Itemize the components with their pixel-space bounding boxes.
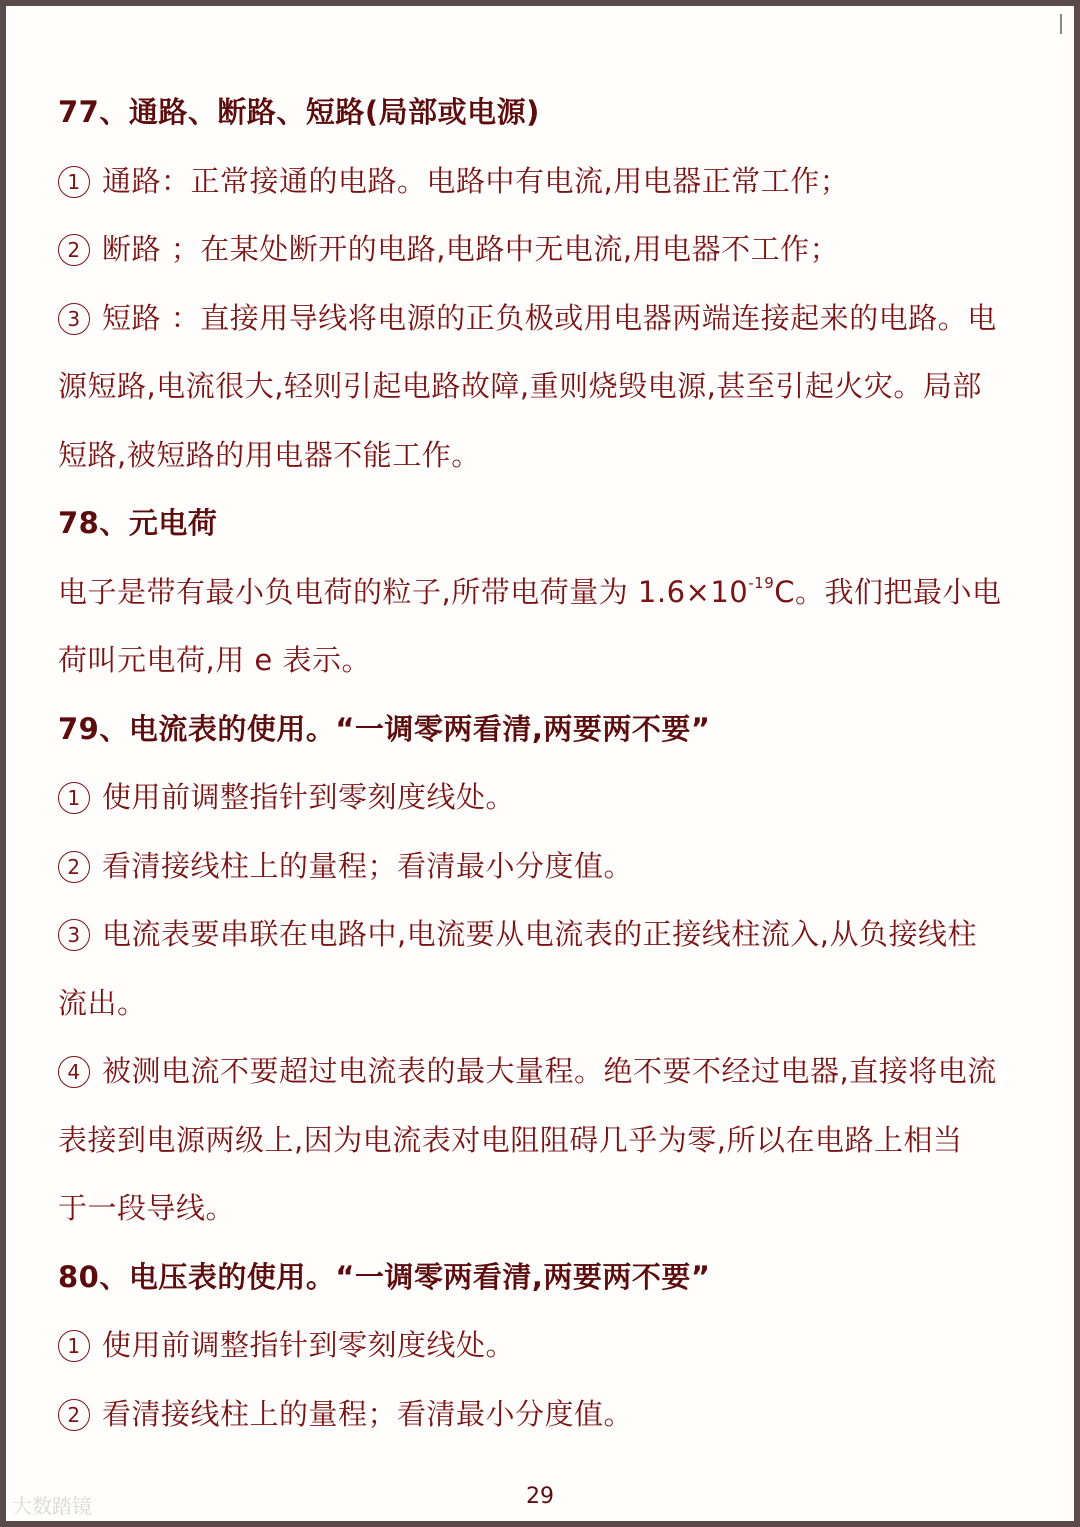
item-continuation: 表接到电源两级上,因为电流表对电阻阻碍几乎为零,所以在电路上相当 <box>58 1122 963 1157</box>
corner-mark <box>1060 14 1062 34</box>
section-heading-80: 80、电压表的使用。“一调零两看清,两要两不要” <box>58 1259 711 1294</box>
circled-number: 1 <box>58 166 90 198</box>
circled-number: 3 <box>58 919 90 951</box>
page-number: 29 <box>526 1484 554 1509</box>
list-item <box>58 900 1033 969</box>
item-text: 断路 ；在某处断开的电路,电路中无电流,用电器不工作； <box>102 232 840 266</box>
paragraph-line: 荷叫元电荷,用 e 表示。 <box>58 643 371 677</box>
circled-number: 4 <box>58 1056 90 1088</box>
circled-number: 3 <box>58 303 90 335</box>
watermark: 大数踏镜 <box>12 1494 92 1518</box>
circled-number: 1 <box>58 1330 90 1362</box>
item-continuation: 源短路,电流很大,轻则引起电路故障,重则烧毁电源,甚至引起火灾。局部 <box>58 369 982 403</box>
item-text: 通路：正常接通的电路。电路中有电流,用电器正常工作； <box>102 163 850 198</box>
circled-number: 2 <box>58 851 90 883</box>
item-text: 短路 ：直接用导线将电源的正负极或用电器两端连接起来的电路。电 <box>102 300 997 335</box>
section-heading-77: 77、通路、断路、短路(局部或电源) <box>58 95 540 129</box>
item-text: 使用前调整指针到零刻度线处。 <box>102 1328 516 1362</box>
section-heading-79: 79、电流表的使用。“一调零两看清,两要两不要” <box>58 711 711 746</box>
item-continuation: 流出。 <box>58 985 147 1020</box>
item-continuation: 短路,被短路的用电器不能工作。 <box>58 437 481 472</box>
circled-number: 2 <box>58 1399 90 1431</box>
paragraph-text: 电子是带有最小负电荷的粒子,所带电荷量为 1.6×10 <box>58 574 749 609</box>
item-text: 使用前调整指针到零刻度线处。 <box>102 780 516 814</box>
list-item <box>58 832 1033 901</box>
paragraph-line <box>58 558 1033 627</box>
item-text: 看清接线柱上的量程；看清最小分度值。 <box>102 848 634 883</box>
section-heading-78: 78、元电荷 <box>58 506 218 540</box>
list-item <box>58 284 1033 353</box>
list-item <box>58 1037 1033 1106</box>
item-text: 被测电流不要超过电流表的最大量程。绝不要不经过电器,直接将电流 <box>102 1054 997 1088</box>
list-item <box>58 1380 1033 1449</box>
document-body <box>58 78 1033 1448</box>
paragraph-text: C。我们把最小电 <box>774 574 1002 609</box>
circled-number: 1 <box>58 782 90 814</box>
list-item <box>58 147 1033 216</box>
item-continuation: 于一段导线。 <box>58 1191 236 1225</box>
list-item <box>58 763 1033 832</box>
circled-number: 2 <box>58 234 90 266</box>
exponent: -19 <box>748 573 775 592</box>
item-text: 电流表要串联在电路中,电流要从电流表的正接线柱流入,从负接线柱 <box>102 917 977 951</box>
item-text: 看清接线柱上的量程；看清最小分度值。 <box>102 1396 634 1431</box>
list-item <box>58 215 1033 284</box>
list-item <box>58 1311 1033 1380</box>
